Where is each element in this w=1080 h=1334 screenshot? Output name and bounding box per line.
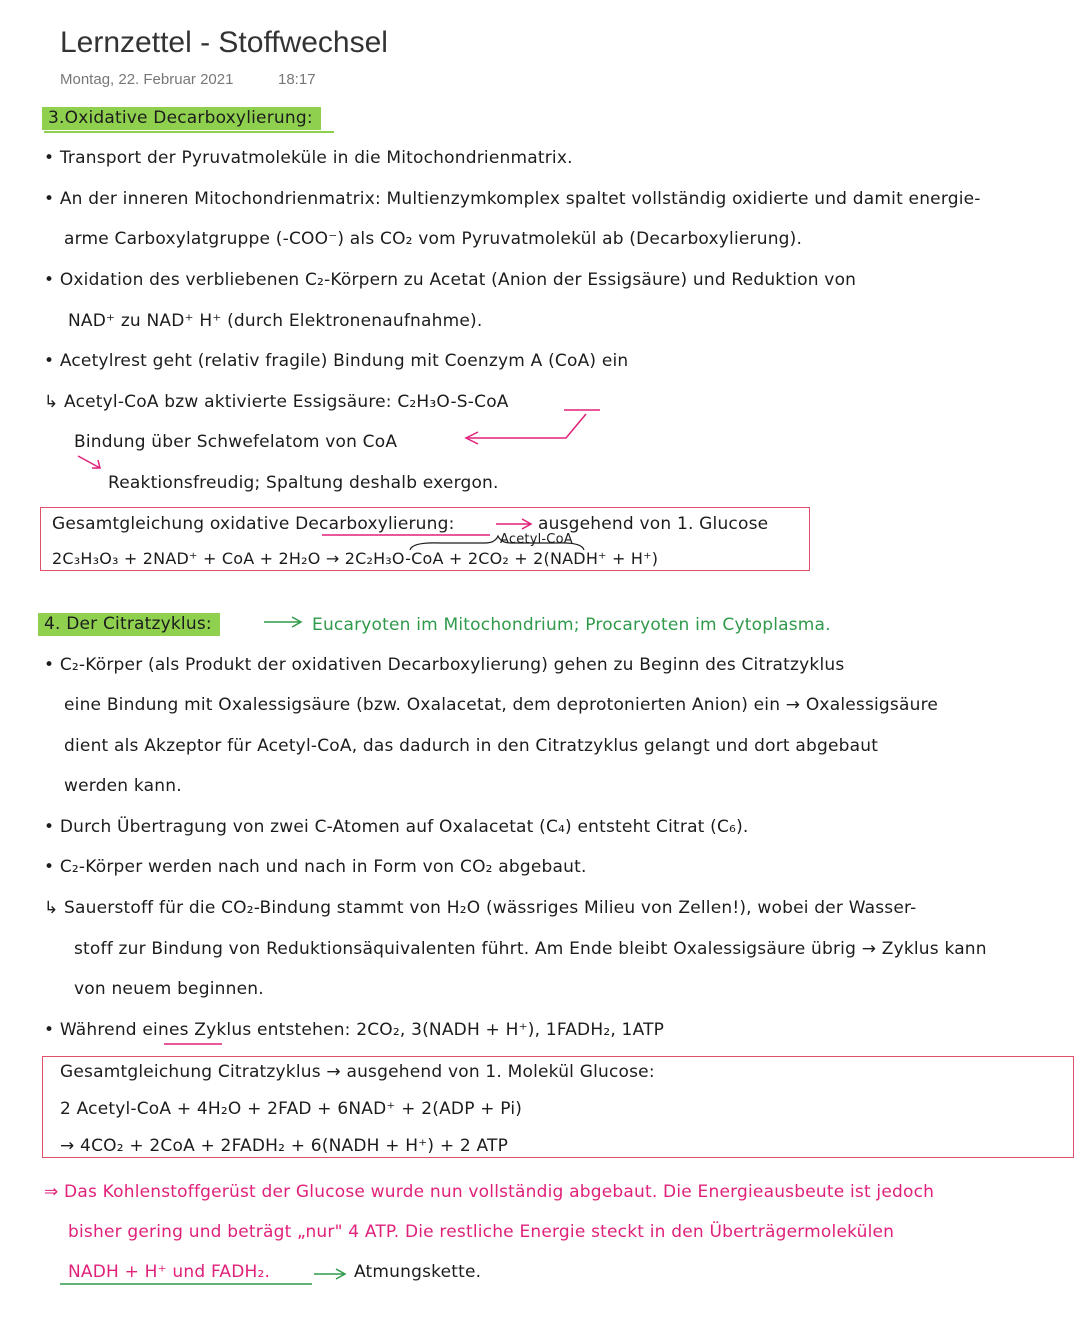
s3-line-2: arme Carboxylatgruppe (-COO⁻) als CO₂ vom Pyruvatmolekül ab (Decarboxylierung).	[64, 229, 803, 249]
s4-line-1: eine Bindung mit Oxalessigsäure (bzw. Oxalacetat, dem deprotonierten Anion) ein → Oxalessigsäure	[64, 695, 939, 715]
s4-box-line3: → 4CO₂ + 2CoA + 2FADH₂ + 6(NADH + H⁺) + 2 ATP	[60, 1136, 509, 1156]
bond-arrow-line	[468, 414, 586, 438]
conclusion-line-0: ⇒ Das Kohlenstoffgerüst der Glucose wurde nun vollständig abgebaut. Die Energieausbeute ist jedoch	[44, 1182, 935, 1202]
s3-line-0: • Transport der Pyruvatmoleküle in die Mitochondrienmatrix.	[44, 148, 573, 168]
conclusion-arrow-label: Atmungskette.	[354, 1262, 482, 1282]
page-time: 18:17	[278, 71, 316, 88]
s3-line-4: NAD⁺ zu NAD⁺ H⁺ (durch Elektronenaufnahme).	[68, 311, 483, 331]
s4-box-line2: 2 Acetyl-CoA + 4H₂O + 2FAD + 6NAD⁺ + 2(ADP + Pi)	[60, 1099, 523, 1119]
s3-line-3: • Oxidation des verbliebenen C₂-Körpern zu Acetat (Anion der Essigsäure) und Reduktion von	[44, 270, 857, 290]
page-date: Montag, 22. Februar 2021	[60, 71, 234, 88]
s4-line-9: • Während eines Zyklus entstehen: 2CO₂, 3(NADH + H⁺), 1FADH₂, 1ATP	[44, 1020, 665, 1040]
s3-box-line2: 2C₃H₃O₃ + 2NAD⁺ + CoA + 2H₂O → 2C₂H₃O-CoA + 2CO₂ + 2(NADH⁺ + H⁺)	[52, 549, 659, 568]
s4-line-7: stoff zur Bindung von Reduktionsäquivalenten führt. Am Ende bleibt Oxalessigsäure übrig → Zyklus kann	[74, 939, 987, 959]
s3-line-5: • Acetylrest geht (relativ fragile) Bindung mit Coenzym A (CoA) ein	[44, 351, 629, 371]
s4-line-6: ↳ Sauerstoff für die CO₂-Bindung stammt von H₂O (wässriges Milieu von Zellen!), wobei der Wasser-	[44, 898, 917, 918]
section3-heading: 3.Oxidative Decarboxylierung:	[42, 108, 321, 128]
s4-heading-note: Eucaryoten im Mitochondrium; Procaryoten im Cytoplasma.	[312, 615, 831, 635]
s4-line-0: • C₂-Körper (als Produkt der oxidativen Decarboxylierung) gehen zu Beginn des Citratzyklus	[44, 655, 845, 675]
s3-box-over-label: Acetyl-CoA	[500, 532, 573, 547]
s4-line-4: • Durch Übertragung von zwei C-Atomen auf Oxalacetat (C₄) entsteht Citrat (C₆).	[44, 817, 749, 837]
section4-heading: 4. Der Citratzyklus:	[38, 614, 220, 634]
bond-arrow-head-icon	[466, 432, 478, 444]
s3-line-6: ↳ Acetyl-CoA bzw aktivierte Essigsäure: C₂H₃O-S-CoA	[44, 392, 509, 412]
reactive-arrow-icon	[78, 456, 100, 468]
s3-box-line1-note: ausgehend von 1. Glucose	[538, 514, 769, 534]
s4-line-3: werden kann.	[64, 776, 182, 796]
s4-box-line1: Gesamtgleichung Citratzyklus → ausgehend von 1. Molekül Glucose:	[60, 1062, 655, 1082]
s3-line-7: Bindung über Schwefelatom von CoA	[74, 432, 398, 452]
s4-line-2: dient als Akzeptor für Acetyl-CoA, das dadurch in den Citratzyklus gelangt und dort abgebaut	[64, 736, 879, 756]
conclusion-line-1: bisher gering und beträgt „nur" 4 ATP. Die restliche Energie steckt in den Überträgermolekülen	[68, 1222, 895, 1242]
s3-line-8: Reaktionsfreudig; Spaltung deshalb exergon.	[108, 473, 499, 493]
s4-line-5: • C₂-Körper werden nach und nach in Form von CO₂ abgebaut.	[44, 857, 587, 877]
conclusion-line-2: NADH + H⁺ und FADH₂.	[68, 1262, 271, 1282]
s3-box-line1: Gesamtgleichung oxidative Decarboxylierung:	[52, 514, 455, 534]
s3-line-1: • An der inneren Mitochondrienmatrix: Multienzymkomplex spaltet vollständig oxidierte und damit energie-	[44, 189, 981, 209]
s4-line-8: von neuem beginnen.	[74, 979, 264, 999]
page-title: Lernzettel - Stoffwechsel	[60, 26, 388, 59]
